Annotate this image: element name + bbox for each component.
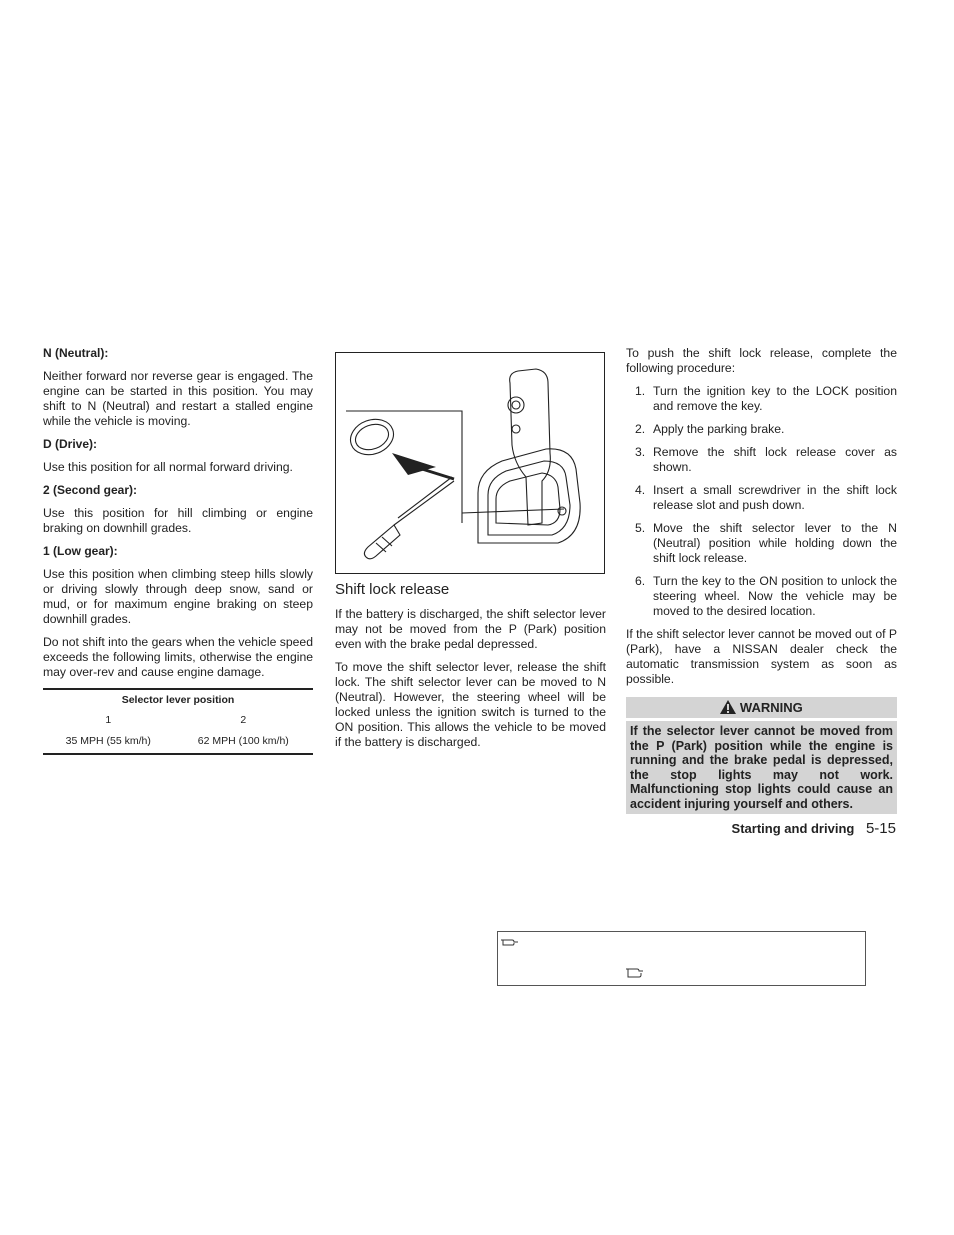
neutral-heading: N (Neutral): — [43, 346, 109, 360]
step-number: 5. — [635, 521, 646, 535]
drive-text: Use this position for all normal forward driving. — [43, 460, 293, 474]
step-text: Apply the parking brake. — [653, 422, 785, 436]
low-gear-text: Use this position when climbing steep hills slowly or driving slowly through deep snow, sand or mud, or for maximum engine braking on steep downhill grades. — [43, 567, 313, 626]
step-number: 4. — [635, 483, 646, 497]
warning-header — [626, 697, 897, 718]
dealer-check-text: If the shift selector lever cannot be moved out of P (Park), have a NISSAN dealer check the automatic transmission system as soon as possible. — [626, 627, 897, 686]
step-item — [626, 445, 897, 475]
procedure-intro: To push the shift lock release, complete the following procedure: — [626, 346, 897, 375]
procedure-steps — [626, 384, 897, 619]
position-2: 2 — [240, 714, 247, 726]
page-number: 5-15 — [865, 820, 896, 837]
speed-2: 62 MPH (100 km/h) — [197, 735, 289, 747]
low-gear-heading: 1 (Low gear): — [43, 544, 118, 558]
position-1: 1 — [105, 714, 112, 726]
step-item — [626, 483, 897, 513]
pointing-hand-icon — [625, 967, 645, 979]
step-number: 1. — [635, 384, 646, 398]
step-number: 3. — [635, 445, 646, 459]
step-text: Remove the shift lock release cover as shown. — [653, 445, 897, 474]
step-number: 6. — [635, 574, 646, 588]
step-item — [626, 521, 897, 566]
speed-caution-text: Do not shift into the gears when the vehicle speed exceeds the following limits, otherwise the engine may over-rev and cause engine damage. — [43, 635, 313, 679]
section-title: Shift lock release — [335, 581, 450, 598]
second-gear-text: Use this position for hill climbing or engine braking on downhill grades. — [43, 506, 313, 535]
neutral-text: Neither forward nor reverse gear is engaged. The engine can be started in this position. You may shift to N (Neutral) and restart a stalled engine while the vehicle is moving. — [43, 369, 313, 428]
pointing-hand-icon — [500, 935, 520, 947]
step-item — [626, 422, 897, 437]
step-number: 2. — [635, 422, 646, 436]
shift-lock-text: To move the shift selector lever, release the shift lock. The shift selector lever can be moved to N (Neutral). However, the steering wheel will be locked unless the ignition switch is turned to the ON position. This allows the vehicle to be moved if the battery is discharged. — [335, 660, 606, 749]
page-footer — [732, 821, 896, 836]
shift-lock-figure — [335, 352, 605, 574]
step-text: Insert a small screwdriver in the shift lock release slot and push down. — [653, 483, 897, 512]
warning-label: WARNING — [739, 700, 803, 715]
step-text: Move the shift selector lever to the N (Neutral) position while holding down the shift lock release. — [653, 521, 897, 565]
drive-heading: D (Drive): — [43, 437, 98, 451]
right-column — [626, 346, 897, 814]
footer-section: Starting and driving — [731, 821, 855, 836]
warning-triangle-icon — [720, 700, 736, 714]
warning-text: If the selector lever cannot be moved from the P (Park) position while the engine is running and the brake pedal is depressed, the stop lights may not work. Malfunctioning stop lights could cause an accident injuring yourself and others. — [626, 721, 897, 814]
shift-lock-illustration — [336, 353, 604, 573]
table-header: Selector lever position — [121, 694, 235, 706]
speed-limit-table — [43, 688, 313, 755]
speed-1: 35 MPH (55 km/h) — [65, 735, 151, 747]
left-column — [43, 346, 313, 755]
battery-text: If the battery is discharged, the shift selector lever may not be moved from the P (Park) position even with the brake pedal depressed. — [335, 607, 606, 651]
step-item — [626, 384, 897, 414]
bottom-box — [497, 931, 866, 986]
second-gear-heading: 2 (Second gear): — [43, 483, 138, 497]
step-text: Turn the key to the ON position to unlock the steering wheel. Now the vehicle may be moved to the desired location. — [653, 574, 897, 618]
step-text: Turn the ignition key to the LOCK position and remove the key. — [653, 384, 897, 413]
middle-column — [335, 346, 606, 758]
step-item — [626, 574, 897, 619]
